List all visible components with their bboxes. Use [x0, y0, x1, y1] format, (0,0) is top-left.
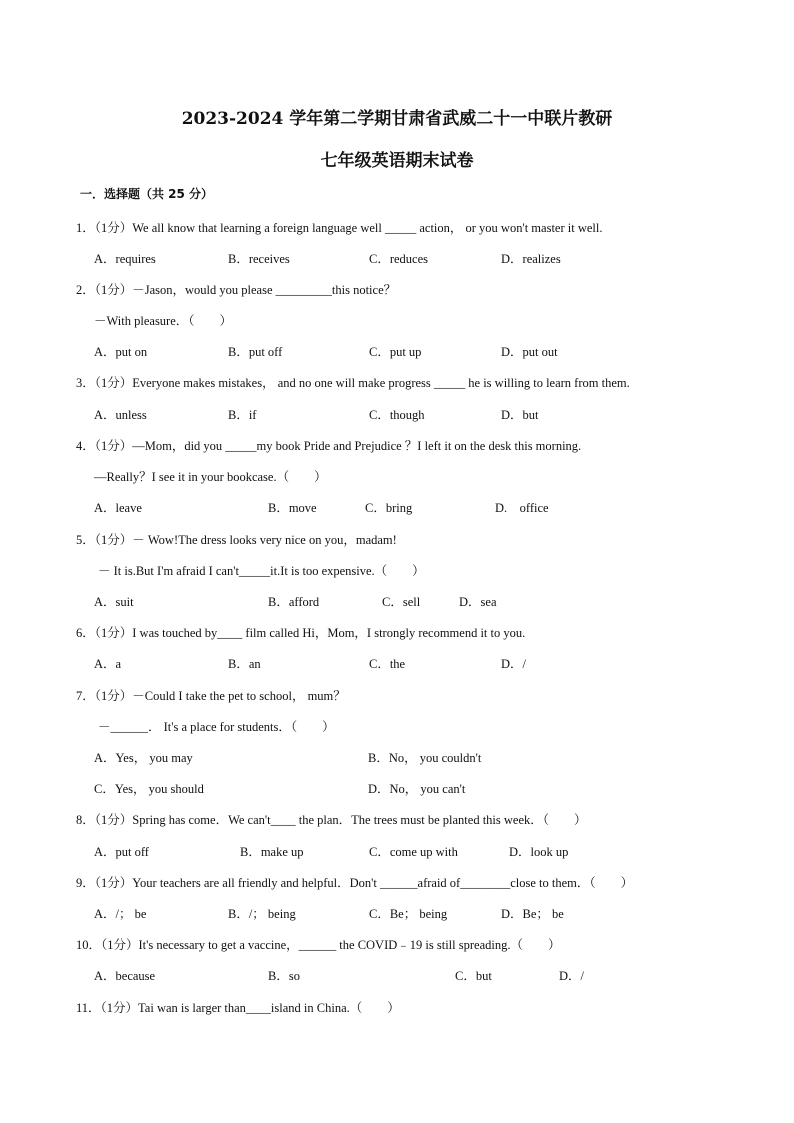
question-6-option-a[interactable]: A．a: [94, 657, 122, 671]
question-7-option-b[interactable]: B．No， you couldn't: [368, 751, 482, 765]
question-5-option-c[interactable]: C．sell: [382, 595, 421, 609]
question-8-stem: 8．（1分）Spring has come．We can't____ the plan．The trees must be planted this week．（ ）: [76, 813, 587, 827]
question-4-option-b[interactable]: B．move: [268, 501, 317, 515]
question-9-option-a[interactable]: A．/； be: [94, 907, 147, 921]
question-2-option-a[interactable]: A．put on: [94, 345, 148, 359]
question-10-option-b[interactable]: B．so: [268, 969, 300, 983]
question-2-option-d[interactable]: D．put out: [501, 345, 558, 359]
question-3-option-d[interactable]: D．but: [501, 408, 539, 422]
question-1-option-c[interactable]: C．reduces: [369, 252, 429, 266]
question-8-option-b[interactable]: B．make up: [240, 845, 304, 859]
question-7-option-d[interactable]: D．No， you can't: [368, 782, 466, 796]
question-9-option-c[interactable]: C．Be； being: [369, 907, 448, 921]
exam-subtitle: 七年级英语期末试卷: [320, 151, 474, 171]
question-3-option-a[interactable]: A．unless: [94, 408, 147, 422]
question-5-stem: 5．（1分）－ Wow!The dress looks very nice on you，madam!: [76, 533, 397, 547]
question-9-option-b[interactable]: B．/； being: [228, 907, 296, 921]
question-7-option-c[interactable]: C．Yes， you should: [94, 782, 204, 796]
question-4-stem: 4．（1分）—Mom，did you _____my book Pride and Prejudice ？I left it on the desk this morning.: [76, 439, 582, 453]
question-2-option-b[interactable]: B．put off: [228, 345, 283, 359]
question-2-stem-line2: －With pleasure．（ ）: [94, 314, 233, 328]
question-1-option-a[interactable]: A．requires: [94, 252, 156, 266]
question-4-option-c[interactable]: C．bring: [365, 501, 413, 515]
question-6-option-b[interactable]: B．an: [228, 657, 261, 671]
question-4-option-a[interactable]: A．leave: [94, 501, 142, 515]
question-1-option-d[interactable]: D．realizes: [501, 252, 561, 266]
question-5-stem-line2: － It is.But I'm afraid I can't_____it.It is too expensive.（ ）: [98, 564, 425, 578]
section-heading: 一．选择题（共 25 分）: [80, 187, 214, 201]
question-7-stem-line2: －______． It's a place for students．（ ）: [98, 720, 335, 734]
question-5-option-b[interactable]: B．afford: [268, 595, 320, 609]
question-6-option-c[interactable]: C．the: [369, 657, 406, 671]
question-1-stem: 1．（1分）We all know that learning a foreign language well _____ action， or you won't master it well.: [76, 221, 603, 235]
question-5-option-d[interactable]: D．sea: [459, 595, 497, 609]
question-2-option-c[interactable]: C．put up: [369, 345, 422, 359]
question-11-stem: 11．（1分）Tai wan is larger than____island in China.（ ）: [76, 1001, 400, 1015]
question-10-option-c[interactable]: C．but: [455, 969, 492, 983]
question-2-stem: 2．（1分）－Jason，would you please _________this notice？: [76, 283, 397, 297]
question-10-option-d[interactable]: D．/: [559, 969, 585, 983]
question-10-option-a[interactable]: A．because: [94, 969, 156, 983]
question-3-stem: 3．（1分）Everyone makes mistakes， and no one will make progress _____ he is willing to learn from them.: [76, 376, 630, 390]
question-8-option-c[interactable]: C．come up with: [369, 845, 458, 859]
question-6-option-d[interactable]: D．/: [501, 657, 527, 671]
question-7-option-a[interactable]: A．Yes， you may: [94, 751, 193, 765]
question-9-stem: 9．（1分）Your teachers are all friendly and helpful．Don't ______afraid of________close to them．（ ）: [76, 876, 634, 890]
question-8-option-a[interactable]: A．put off: [94, 845, 149, 859]
question-7-stem: 7．（1分）－Could I take the pet to school， mum？: [76, 689, 346, 703]
question-4-option-d[interactable]: D. office: [495, 501, 549, 515]
question-3-option-c[interactable]: C．though: [369, 408, 425, 422]
question-8-option-d[interactable]: D．look up: [509, 845, 569, 859]
question-10-stem: 10．（1分）It's necessary to get a vaccine，______ the COVID﹣19 is still spreading.（ ）: [76, 938, 561, 952]
exam-title: 2023-2024 学年第二学期甘肃省武威二十一中联片教研: [181, 109, 613, 129]
question-9-option-d[interactable]: D．Be； be: [501, 907, 564, 921]
question-4-stem-line2: —Really？I see it in your bookcase.（ ）: [94, 470, 327, 484]
question-5-option-a[interactable]: A．suit: [94, 595, 134, 609]
question-6-stem: 6．（1分）I was touched by____ film called Hi，Mom，I strongly recommend it to you.: [76, 626, 526, 640]
question-3-option-b[interactable]: B．if: [228, 408, 257, 422]
question-1-option-b[interactable]: B．receives: [228, 252, 290, 266]
